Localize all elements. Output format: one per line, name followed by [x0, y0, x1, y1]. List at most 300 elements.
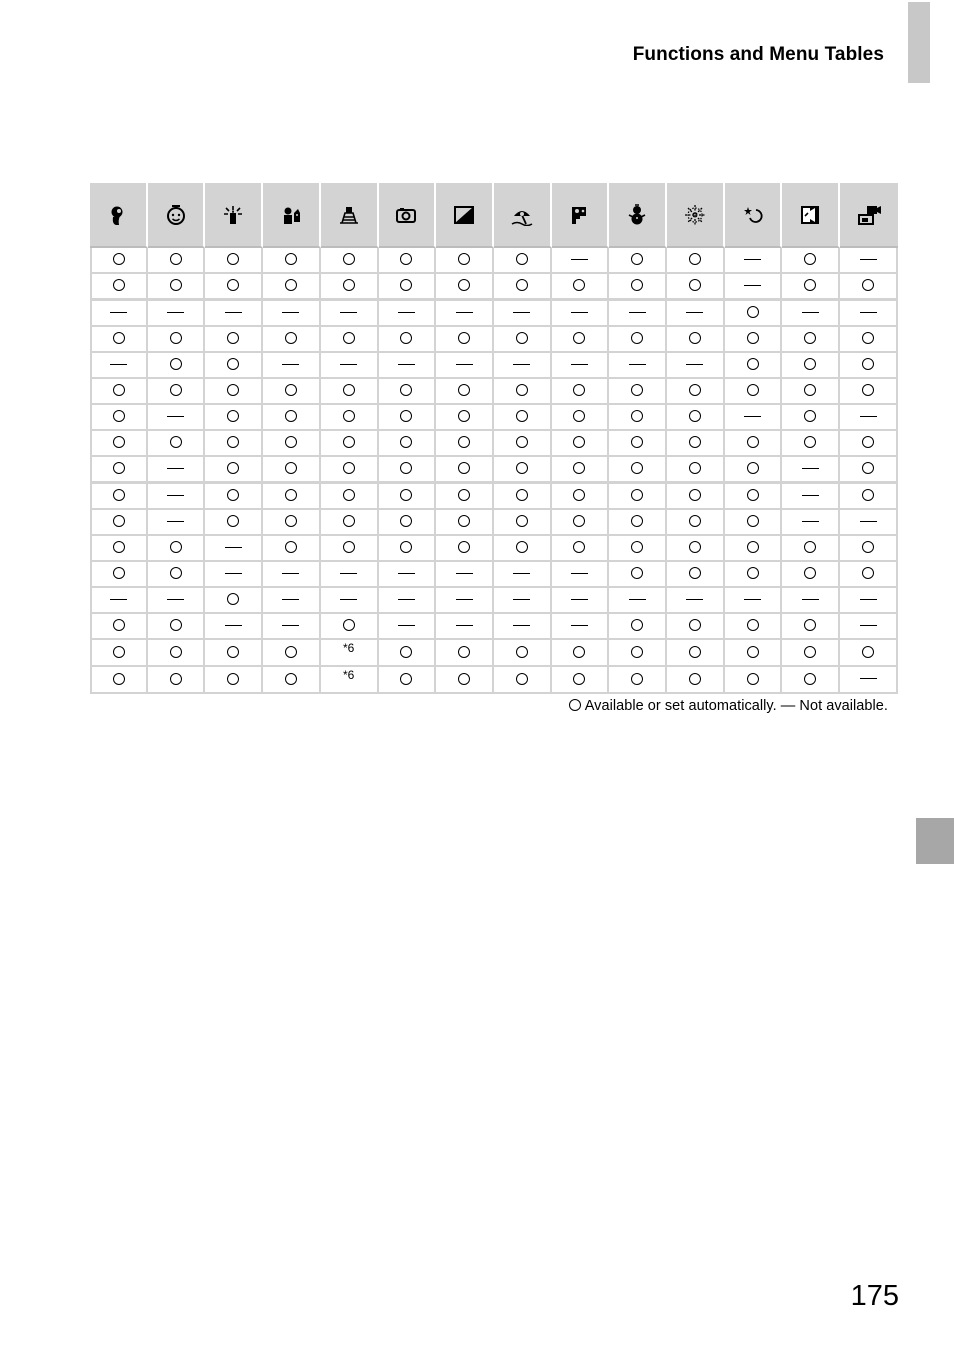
table-row — [90, 274, 898, 301]
table-cell — [667, 484, 725, 510]
not-available-dash — [513, 625, 530, 626]
available-circle-icon — [516, 253, 528, 265]
table-cell — [609, 536, 667, 562]
table-cell — [379, 353, 437, 379]
table-cell — [148, 379, 206, 405]
footnote-ref: *6 — [342, 668, 355, 682]
table-cell — [205, 536, 263, 562]
not-available-dash — [340, 599, 357, 600]
available-circle-icon — [747, 646, 759, 658]
available-circle-icon — [458, 515, 470, 527]
available-circle-icon — [458, 279, 470, 291]
table-row — [90, 301, 898, 327]
available-circle-icon — [170, 332, 182, 344]
not-available-dash — [571, 573, 588, 574]
table-cell — [321, 379, 379, 405]
page-number: 175 — [850, 1280, 899, 1312]
table-cell — [321, 614, 379, 640]
table-cell — [90, 379, 148, 405]
not-available-dash — [744, 416, 761, 417]
table-cell — [263, 457, 321, 484]
not-available-dash — [629, 599, 646, 600]
available-circle-icon — [170, 358, 182, 370]
available-circle-icon — [285, 646, 297, 658]
not-available-dash — [456, 364, 473, 365]
not-available-dash — [110, 312, 127, 313]
table-cell — [436, 379, 494, 405]
available-circle-icon — [631, 279, 643, 291]
table-cell — [782, 484, 840, 510]
available-circle-icon — [458, 436, 470, 448]
available-circle-icon — [573, 279, 585, 291]
table-cell — [379, 431, 437, 457]
table-cell — [90, 588, 148, 614]
table-cell — [667, 274, 725, 301]
table-cell — [148, 431, 206, 457]
table-cell — [840, 484, 898, 510]
not-available-dash — [340, 364, 357, 365]
available-circle-icon — [400, 410, 412, 422]
table-cell — [782, 536, 840, 562]
available-circle-icon — [747, 541, 759, 553]
not-available-dash — [744, 285, 761, 286]
not-available-dash — [282, 312, 299, 313]
available-circle-icon — [343, 619, 355, 631]
face-self-timer-icon — [148, 204, 204, 226]
available-circle-icon — [227, 489, 239, 501]
column-header-14 — [840, 183, 898, 248]
table-cell — [494, 484, 552, 510]
table-cell — [725, 248, 783, 274]
table-cell — [725, 327, 783, 353]
available-circle-icon — [573, 541, 585, 553]
table-cell — [263, 274, 321, 301]
table-cell — [436, 588, 494, 614]
available-circle-icon — [747, 306, 759, 318]
table-cell — [148, 510, 206, 536]
not-available-dash — [225, 625, 242, 626]
table-cell — [840, 640, 898, 667]
table-cell — [725, 457, 783, 484]
table-cell — [494, 274, 552, 301]
table-cell — [725, 588, 783, 614]
column-header-9 — [552, 183, 610, 248]
not-available-dash — [802, 312, 819, 313]
not-available-dash — [860, 625, 877, 626]
table-cell — [609, 248, 667, 274]
not-available-dash — [744, 599, 761, 600]
available-circle-icon — [113, 436, 125, 448]
table-cell — [782, 457, 840, 484]
available-circle-icon — [343, 332, 355, 344]
table-cell — [725, 562, 783, 588]
table-row — [90, 588, 898, 614]
table-cell — [725, 614, 783, 640]
table-cell — [263, 667, 321, 694]
table-cell — [494, 536, 552, 562]
table-cell — [494, 457, 552, 484]
not-available-dash — [398, 312, 415, 313]
available-circle-icon — [747, 358, 759, 370]
available-circle-icon — [804, 567, 816, 579]
available-circle-icon — [227, 332, 239, 344]
available-circle-icon — [400, 462, 412, 474]
low-light-icon — [205, 204, 261, 226]
chapter-tab-marker — [916, 818, 954, 864]
table-cell — [782, 248, 840, 274]
table-cell — [321, 510, 379, 536]
table-row — [90, 484, 898, 510]
table-cell — [609, 510, 667, 536]
not-available-dash — [456, 599, 473, 600]
table-cell — [782, 667, 840, 694]
table-cell — [148, 484, 206, 510]
stitch-assist-icon — [782, 203, 838, 227]
available-circle-icon — [113, 279, 125, 291]
not-available-dash — [167, 312, 184, 313]
available-circle-icon — [689, 489, 701, 501]
table-cell — [90, 301, 148, 327]
available-circle-icon — [747, 436, 759, 448]
not-available-dash — [398, 573, 415, 574]
available-circle-icon — [747, 489, 759, 501]
available-circle-icon — [227, 279, 239, 291]
table-cell — [90, 640, 148, 667]
column-header-11 — [667, 183, 725, 248]
table-cell — [263, 353, 321, 379]
table-cell — [725, 431, 783, 457]
not-available-dash — [398, 599, 415, 600]
table-cell — [90, 536, 148, 562]
table-cell — [725, 301, 783, 327]
table-cell — [379, 640, 437, 667]
table-cell — [552, 248, 610, 274]
table-cell — [379, 588, 437, 614]
table-cell — [321, 353, 379, 379]
available-circle-icon — [458, 489, 470, 501]
table-cell — [725, 379, 783, 405]
available-circle-icon — [227, 410, 239, 422]
table-cell — [205, 614, 263, 640]
available-circle-icon — [285, 489, 297, 501]
table-cell — [90, 274, 148, 301]
available-circle-icon — [631, 332, 643, 344]
table-cell — [436, 640, 494, 667]
table-cell — [782, 301, 840, 327]
available-circle-icon — [400, 489, 412, 501]
available-circle-icon — [747, 462, 759, 474]
not-available-dash — [282, 573, 299, 574]
not-available-dash — [225, 547, 242, 548]
table-cell — [321, 405, 379, 431]
not-available-dash — [860, 312, 877, 313]
table-cell — [436, 614, 494, 640]
table-row — [90, 327, 898, 353]
table-cell — [494, 510, 552, 536]
available-circle-icon — [573, 515, 585, 527]
table-cell — [782, 353, 840, 379]
available-circle-icon — [400, 279, 412, 291]
fireworks-icon — [667, 204, 723, 226]
table-cell — [148, 640, 206, 667]
table-cell — [263, 536, 321, 562]
not-available-dash — [167, 495, 184, 496]
table-cell — [552, 562, 610, 588]
table-cell — [205, 405, 263, 431]
not-available-dash — [398, 625, 415, 626]
table-cell — [782, 510, 840, 536]
not-available-dash — [571, 599, 588, 600]
not-available-dash — [282, 364, 299, 365]
table-cell — [148, 301, 206, 327]
available-circle-icon — [689, 646, 701, 658]
table-cell — [263, 588, 321, 614]
table-cell — [609, 588, 667, 614]
available-circle-icon — [689, 384, 701, 396]
available-circle-icon — [573, 332, 585, 344]
not-available-dash — [860, 521, 877, 522]
available-circle-icon — [689, 253, 701, 265]
table-header-row — [90, 183, 898, 248]
available-circle-icon — [458, 541, 470, 553]
table-cell — [609, 484, 667, 510]
table-cell — [552, 667, 610, 694]
available-circle-icon — [170, 619, 182, 631]
not-available-dash — [513, 599, 530, 600]
available-circle-icon — [573, 462, 585, 474]
not-available-dash — [456, 625, 473, 626]
table-cell — [609, 667, 667, 694]
monochrome-icon — [436, 204, 492, 226]
table-cell — [90, 614, 148, 640]
table-cell — [205, 301, 263, 327]
table-cell — [379, 667, 437, 694]
available-circle-icon — [804, 646, 816, 658]
available-circle-icon — [458, 332, 470, 344]
table-cell — [494, 667, 552, 694]
table-cell — [90, 457, 148, 484]
table-row — [90, 640, 898, 667]
table-cell — [840, 301, 898, 327]
column-header-7 — [436, 183, 494, 248]
available-circle-icon — [631, 489, 643, 501]
table-cell — [205, 562, 263, 588]
available-circle-icon — [170, 384, 182, 396]
not-available-dash — [456, 573, 473, 574]
available-circle-icon — [631, 253, 643, 265]
table-cell — [205, 248, 263, 274]
long-shutter-icon — [725, 204, 781, 226]
table-cell — [609, 562, 667, 588]
available-circle-icon — [804, 410, 816, 422]
available-circle-icon — [804, 541, 816, 553]
table-cell — [609, 405, 667, 431]
available-circle-icon — [227, 515, 239, 527]
available-circle-icon — [631, 646, 643, 658]
table-cell — [321, 562, 379, 588]
table-cell — [436, 405, 494, 431]
table-cell — [205, 640, 263, 667]
available-circle-icon — [458, 673, 470, 685]
table-cell — [725, 667, 783, 694]
table-cell — [148, 405, 206, 431]
not-available-dash — [110, 364, 127, 365]
not-available-dash — [110, 599, 127, 600]
table-cell — [840, 379, 898, 405]
available-circle-icon — [227, 253, 239, 265]
table-cell — [148, 667, 206, 694]
table-cell — [667, 614, 725, 640]
table-row — [90, 536, 898, 562]
available-circle-icon — [285, 673, 297, 685]
table-cell — [552, 510, 610, 536]
table-cell — [263, 562, 321, 588]
table-cell — [840, 562, 898, 588]
available-circle-icon — [862, 541, 874, 553]
table-cell — [552, 614, 610, 640]
table-cell — [379, 536, 437, 562]
not-available-dash — [860, 259, 877, 260]
not-available-dash — [802, 599, 819, 600]
available-circle-icon — [747, 567, 759, 579]
available-circle-icon — [113, 410, 125, 422]
available-circle-icon — [631, 619, 643, 631]
table-cell — [552, 301, 610, 327]
available-circle-icon — [285, 332, 297, 344]
table-cell — [494, 301, 552, 327]
available-circle-icon — [631, 515, 643, 527]
available-circle-icon — [689, 279, 701, 291]
available-circle-icon — [516, 436, 528, 448]
table-row — [90, 457, 898, 484]
available-circle-icon — [458, 646, 470, 658]
available-circle-icon — [516, 541, 528, 553]
available-circle-icon — [400, 541, 412, 553]
table-cell — [552, 379, 610, 405]
table-cell — [263, 405, 321, 431]
table-row — [90, 667, 898, 694]
available-circle-icon — [747, 332, 759, 344]
not-available-dash — [340, 312, 357, 313]
table-cell — [321, 640, 379, 667]
column-header-3 — [205, 183, 263, 248]
table-cell — [90, 248, 148, 274]
table-cell — [552, 640, 610, 667]
available-circle-icon — [631, 436, 643, 448]
available-circle-icon — [689, 332, 701, 344]
available-circle-icon — [285, 253, 297, 265]
column-header-8 — [494, 183, 552, 248]
table-cell — [436, 353, 494, 379]
table-cell — [840, 353, 898, 379]
table-cell — [148, 327, 206, 353]
table-cell — [321, 248, 379, 274]
table-cell — [667, 640, 725, 667]
column-header-13 — [782, 183, 840, 248]
not-available-dash — [340, 573, 357, 574]
table-cell — [436, 562, 494, 588]
available-circle-icon — [285, 410, 297, 422]
table-cell — [667, 301, 725, 327]
table-cell — [205, 379, 263, 405]
table-cell — [148, 248, 206, 274]
table-cell — [725, 405, 783, 431]
table-cell — [494, 614, 552, 640]
available-circle-icon — [516, 515, 528, 527]
table-cell — [667, 248, 725, 274]
table-cell — [782, 588, 840, 614]
table-cell — [667, 405, 725, 431]
available-circle-icon — [804, 384, 816, 396]
available-circle-icon — [804, 358, 816, 370]
available-circle-icon — [569, 699, 581, 711]
not-available-dash — [686, 312, 703, 313]
available-circle-icon — [631, 410, 643, 422]
table-cell — [840, 614, 898, 640]
movie-icon — [840, 204, 898, 226]
available-circle-icon — [285, 462, 297, 474]
available-circle-icon — [227, 358, 239, 370]
available-circle-icon — [458, 384, 470, 396]
table-cell — [205, 667, 263, 694]
available-circle-icon — [113, 619, 125, 631]
available-circle-icon — [516, 462, 528, 474]
available-circle-icon — [113, 673, 125, 685]
available-circle-icon — [113, 462, 125, 474]
available-circle-icon — [113, 253, 125, 265]
available-circle-icon — [516, 384, 528, 396]
available-circle-icon — [689, 619, 701, 631]
table-cell — [494, 327, 552, 353]
not-available-dash — [167, 599, 184, 600]
column-header-6 — [379, 183, 437, 248]
table-cell — [667, 510, 725, 536]
table-cell — [90, 353, 148, 379]
available-circle-icon — [516, 489, 528, 501]
table-cell — [840, 405, 898, 431]
available-circle-icon — [516, 646, 528, 658]
available-circle-icon — [343, 541, 355, 553]
functions-table — [90, 183, 898, 694]
available-circle-icon — [285, 541, 297, 553]
available-circle-icon — [862, 646, 874, 658]
table-cell — [494, 379, 552, 405]
available-circle-icon — [285, 279, 297, 291]
table-cell — [494, 562, 552, 588]
not-available-dash — [686, 364, 703, 365]
available-circle-icon — [516, 673, 528, 685]
table-cell — [552, 484, 610, 510]
available-circle-icon — [689, 515, 701, 527]
table-cell — [782, 640, 840, 667]
table-row — [90, 379, 898, 405]
not-available-dash — [629, 312, 646, 313]
available-circle-icon — [343, 489, 355, 501]
available-circle-icon — [862, 358, 874, 370]
not-available-dash — [744, 259, 761, 260]
table-cell — [667, 667, 725, 694]
available-circle-icon — [113, 384, 125, 396]
available-circle-icon — [113, 332, 125, 344]
table-cell — [90, 562, 148, 588]
not-available-dash — [456, 312, 473, 313]
table-cell — [263, 640, 321, 667]
table-row — [90, 510, 898, 536]
available-circle-icon — [170, 253, 182, 265]
not-available-dash — [225, 312, 242, 313]
available-circle-icon — [113, 541, 125, 553]
available-circle-icon — [400, 673, 412, 685]
